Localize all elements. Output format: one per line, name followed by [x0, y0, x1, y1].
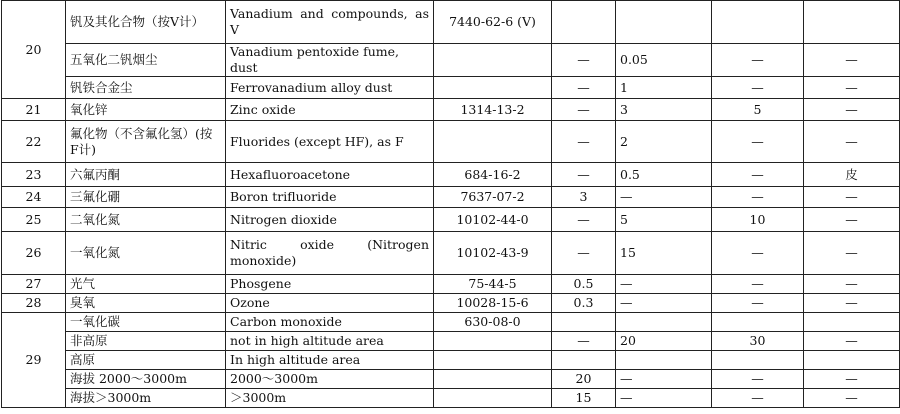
mac-value: — — [552, 163, 616, 187]
mac-value — [552, 1, 616, 44]
pc-twa-value: 0.5 — [616, 163, 712, 187]
cas-number — [434, 121, 552, 163]
oel-table — [1, 0, 900, 408]
cas-number — [434, 389, 552, 408]
english-name: not in high altitude area — [226, 332, 434, 351]
mac-value: — — [552, 44, 616, 77]
cas-number: 10102-43-9 — [434, 232, 552, 275]
mac-value: — — [552, 77, 616, 99]
chinese-name: 光气 — [66, 275, 226, 294]
chinese-name: 高原 — [66, 351, 226, 370]
pc-stel-value: — — [712, 370, 804, 389]
mac-value: — — [552, 208, 616, 232]
item-number: 27 — [2, 275, 66, 294]
table-row — [2, 389, 900, 408]
chinese-name: 海拔＞3000m — [66, 389, 226, 408]
english-name: Boron trifluoride — [226, 187, 434, 208]
pc-stel-value: — — [712, 121, 804, 163]
table-row — [2, 77, 900, 99]
cas-number: 1314-13-2 — [434, 99, 552, 121]
table-row — [2, 44, 900, 77]
remark-value: — — [804, 99, 900, 121]
pc-stel-value: — — [712, 187, 804, 208]
english-name: Carbon monoxide — [226, 313, 434, 332]
remark-value: — — [804, 44, 900, 77]
english-name: In high altitude area — [226, 351, 434, 370]
chinese-name: 海拔 2000～3000m — [66, 370, 226, 389]
english-name: Nitrogen dioxide — [226, 208, 434, 232]
remark-value: — — [804, 275, 900, 294]
remark-value: — — [804, 208, 900, 232]
chinese-name: 钒铁合金尘 — [66, 77, 226, 99]
chinese-name: 氧化锌 — [66, 99, 226, 121]
pc-twa-value: — — [616, 389, 712, 408]
table-row — [2, 121, 900, 163]
chinese-name: 三氟化硼 — [66, 187, 226, 208]
table-row — [2, 332, 900, 351]
pc-twa-value — [616, 351, 712, 370]
pc-twa-value — [616, 313, 712, 332]
pc-twa-value: 0.05 — [616, 44, 712, 77]
table-row — [2, 1, 900, 44]
chinese-name: 二氧化氮 — [66, 208, 226, 232]
mac-value: 0.5 — [552, 275, 616, 294]
pc-stel-value: 10 — [712, 208, 804, 232]
mac-value: — — [552, 332, 616, 351]
cas-number — [434, 44, 552, 77]
pc-twa-value: — — [616, 187, 712, 208]
pc-stel-value: 5 — [712, 99, 804, 121]
item-number: 21 — [2, 99, 66, 121]
remark-value: — — [804, 121, 900, 163]
table-row — [2, 351, 900, 370]
chinese-name: 一氧化氮 — [66, 232, 226, 275]
pc-stel-value: — — [712, 294, 804, 313]
mac-value: 15 — [552, 389, 616, 408]
remark-value: 皮 — [804, 163, 900, 187]
mac-value: — — [552, 99, 616, 121]
english-name: ＞3000m — [226, 389, 434, 408]
table-row — [2, 232, 900, 275]
english-name: Vanadium pentoxide fume, dust — [226, 44, 434, 77]
cas-number — [434, 332, 552, 351]
remark-value — [804, 313, 900, 332]
chinese-name: 非高原 — [66, 332, 226, 351]
table-row — [2, 313, 900, 332]
english-name: Vanadium and compounds, as V — [226, 1, 434, 44]
chinese-name: 一氧化碳 — [66, 313, 226, 332]
pc-stel-value — [712, 1, 804, 44]
chinese-name: 氟化物（不含氟化氢）(按F计) — [66, 121, 226, 163]
pc-twa-value: 3 — [616, 99, 712, 121]
cas-number — [434, 370, 552, 389]
english-name: Ferrovanadium alloy dust — [226, 77, 434, 99]
pc-stel-value: — — [712, 77, 804, 99]
remark-value: — — [804, 370, 900, 389]
cas-number — [434, 77, 552, 99]
chinese-name: 六氟丙酮 — [66, 163, 226, 187]
cas-number: 7637-07-2 — [434, 187, 552, 208]
remark-value — [804, 351, 900, 370]
item-number: 23 — [2, 163, 66, 187]
cas-number: 630-08-0 — [434, 313, 552, 332]
remark-value: — — [804, 332, 900, 351]
mac-value: — — [552, 232, 616, 275]
english-name: Ozone — [226, 294, 434, 313]
pc-stel-value: — — [712, 163, 804, 187]
pc-twa-value: 15 — [616, 232, 712, 275]
cas-number: 10102-44-0 — [434, 208, 552, 232]
english-name: Nitric oxide (Nitrogen monoxide) — [226, 232, 434, 275]
pc-twa-value: — — [616, 370, 712, 389]
remark-value: — — [804, 187, 900, 208]
cas-number — [434, 351, 552, 370]
english-name: Hexafluoroacetone — [226, 163, 434, 187]
cas-number: 10028-15-6 — [434, 294, 552, 313]
pc-twa-value: — — [616, 275, 712, 294]
pc-stel-value: 30 — [712, 332, 804, 351]
mac-value: — — [552, 121, 616, 163]
mac-value: 3 — [552, 187, 616, 208]
remark-value: — — [804, 232, 900, 275]
mac-value — [552, 351, 616, 370]
remark-value: — — [804, 77, 900, 99]
cas-number: 684-16-2 — [434, 163, 552, 187]
item-number: 24 — [2, 187, 66, 208]
mac-value: 0.3 — [552, 294, 616, 313]
item-number: 28 — [2, 294, 66, 313]
table-row — [2, 294, 900, 313]
mac-value: 20 — [552, 370, 616, 389]
pc-stel-value: — — [712, 44, 804, 77]
pc-stel-value: — — [712, 389, 804, 408]
table-row — [2, 370, 900, 389]
english-name: Zinc oxide — [226, 99, 434, 121]
cas-number: 7440-62-6 (V) — [434, 1, 552, 44]
pc-twa-value: 2 — [616, 121, 712, 163]
item-number: 22 — [2, 121, 66, 163]
remark-value: — — [804, 389, 900, 408]
pc-twa-value: — — [616, 294, 712, 313]
english-name: Phosgene — [226, 275, 434, 294]
pc-stel-value: — — [712, 275, 804, 294]
chinese-name: 钒及其化合物（按V计） — [66, 1, 226, 44]
item-number: 20 — [2, 1, 66, 99]
table-row — [2, 99, 900, 121]
remark-value — [804, 1, 900, 44]
table-row — [2, 187, 900, 208]
pc-twa-value: 20 — [616, 332, 712, 351]
pc-twa-value: 1 — [616, 77, 712, 99]
table-row — [2, 275, 900, 294]
item-number: 26 — [2, 232, 66, 275]
pc-stel-value — [712, 313, 804, 332]
cas-number: 75-44-5 — [434, 275, 552, 294]
english-name: 2000～3000m — [226, 370, 434, 389]
pc-stel-value — [712, 351, 804, 370]
pc-twa-value: 5 — [616, 208, 712, 232]
pc-twa-value — [616, 1, 712, 44]
mac-value — [552, 313, 616, 332]
item-number: 29 — [2, 313, 66, 408]
chinese-name: 臭氧 — [66, 294, 226, 313]
table-row — [2, 208, 900, 232]
item-number: 25 — [2, 208, 66, 232]
pc-stel-value: — — [712, 232, 804, 275]
english-name: Fluorides (except HF), as F — [226, 121, 434, 163]
remark-value: — — [804, 294, 900, 313]
chinese-name: 五氧化二钒烟尘 — [66, 44, 226, 77]
table-row — [2, 163, 900, 187]
